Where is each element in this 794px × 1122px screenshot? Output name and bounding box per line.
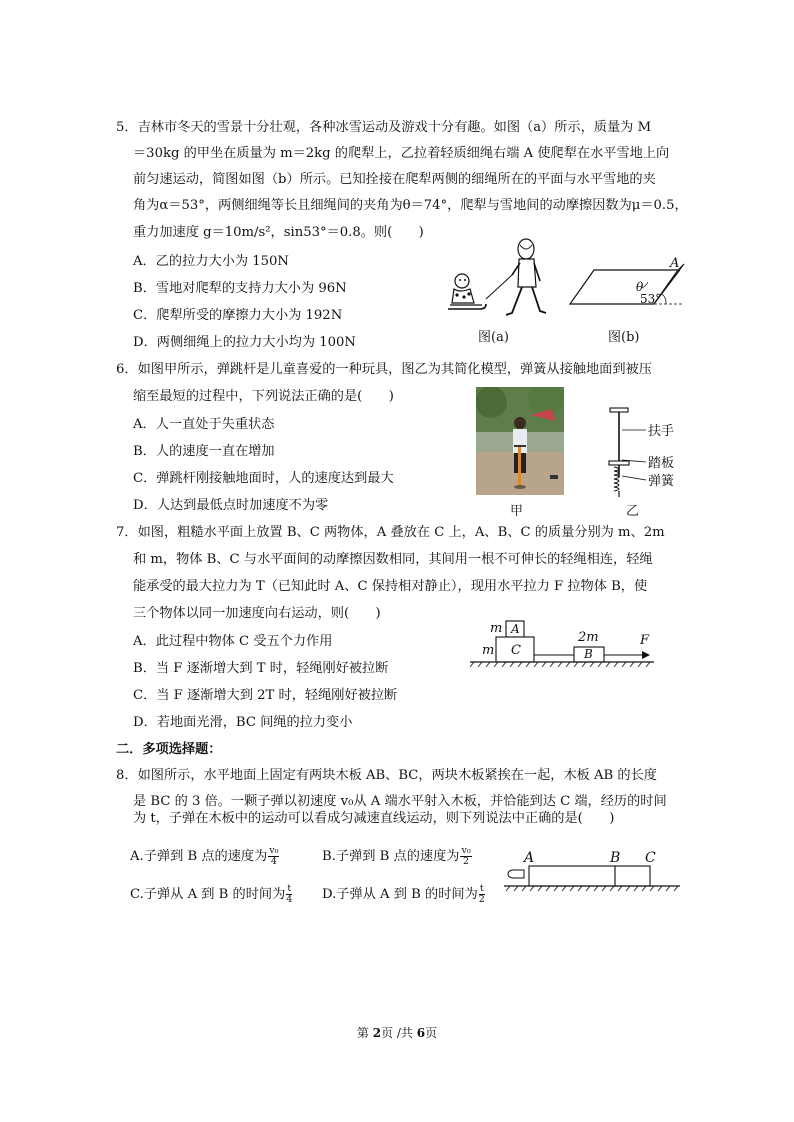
q7-option-d[interactable]: D．若地面光滑，BC 间绳的拉力变小 [133, 715, 353, 730]
q5-line-4: 角为α＝53°，两侧细绳等长且细绳间的夹角为θ＝74°，爬犁与雪地间的动摩擦因数为μ＝0.5， [133, 198, 688, 213]
q5-line-3: 前匀速运动，简图如图（b）所示。已知拴接在爬犁两侧的细绳所在的平面与水平雪地的夹 [133, 172, 656, 187]
q8-option-c-fraction [286, 884, 292, 905]
q8-option-b[interactable] [322, 846, 472, 867]
q6-line-1: 6．如图甲所示，弹跳杆是儿童喜爱的一种玩具，图乙为其简化模型，弹簧从接触地面到被压 [116, 362, 652, 377]
section-multiple-choice-title: 二．多项选择题： [116, 742, 222, 757]
q8-option-b-denominator: 2 [463, 856, 470, 867]
q5-option-b[interactable]: B．雪地对爬犁的支持力大小为 96N [133, 281, 347, 296]
q6-label-pedal: 踏板 [648, 456, 675, 471]
q8-option-b-text: B.子弹到 B 点的速度为 [322, 849, 460, 864]
q5-figure-a-sled-illustration [440, 233, 555, 323]
q8-line-3: 为 t，子弹在木板中的运动可以看成匀减速直线运动，则下列说法中正确的是( ) [133, 811, 615, 826]
q8-option-d-text: D.子弹从 A 到 B 的时间为 [322, 887, 478, 902]
q8-option-a-numerator: v₀ [269, 845, 279, 856]
q5-figure-a-label: 图(a) [478, 330, 509, 345]
q6-line-2: 缩至最短的过程中，下列说法正确的是( ) [133, 389, 394, 404]
q7-fig-block-b: B [584, 647, 593, 661]
footer-total-pages: 6 [416, 1026, 426, 1040]
q5-figure-b-point-a: A [670, 256, 680, 271]
q8-option-c-text: C.子弹从 A 到 B 的时间为 [130, 887, 286, 902]
q8-option-c-numerator: t [287, 883, 292, 894]
q7-fig-mass-a: m [490, 621, 503, 636]
q5-option-a[interactable]: A．乙的拉力大小为 150N [133, 254, 289, 269]
q8-fig-label-a: A [524, 850, 535, 866]
q6-option-c[interactable]: C．弹跳杆刚接触地面时，人的速度达到最大 [133, 471, 394, 486]
q8-option-c-denominator: 4 [286, 894, 293, 905]
q6-label-handle: 扶手 [648, 424, 675, 439]
q8-option-d-fraction [479, 884, 485, 905]
footer-suffix: 页 [425, 1026, 438, 1040]
q5-line-5: 重力加速度 g＝10m/s²，sin53°＝0.8。则( ) [133, 225, 424, 240]
q7-option-b[interactable]: B．当 F 逐渐增大到 T 时，轻绳刚好被拉断 [133, 661, 389, 676]
q8-fig-label-c: C [645, 850, 656, 866]
q7-fig-block-a: A [511, 622, 520, 636]
q8-option-a-text: A.子弹到 B 点的速度为 [130, 849, 268, 864]
q7-option-c[interactable]: C．当 F 逐渐增大到 2T 时，轻绳刚好被拉断 [133, 688, 398, 703]
q5-figure-b-diagram [566, 260, 686, 310]
q7-option-a[interactable]: A．此过程中物体 C 受五个力作用 [133, 634, 333, 649]
q8-line-2: 是 BC 的 3 倍。一颗子弹以初速度 v₀从 A 端水平射入木板，并恰能到达 C 端，经历的时间 [133, 794, 667, 809]
q7-fig-force-f: F [640, 633, 650, 648]
q7-fig-block-c: C [511, 643, 521, 658]
q6-option-d[interactable]: D．人达到最低点时加速度不为零 [133, 498, 329, 513]
q7-fig-mass-c: m [482, 643, 495, 658]
q8-option-b-numerator: v₀ [461, 845, 471, 856]
q5-option-d[interactable]: D．两侧细绳上的拉力大小均为 100N [133, 335, 356, 350]
q5-line-2: ＝30kg 的甲坐在质量为 m＝2kg 的爬犁上，乙拉着轻质细绳右端 A 使爬犁在水平雪地上向 [133, 146, 670, 161]
q5-figure-b-theta: θ [636, 280, 644, 294]
q6-figure-yi-label: 乙 [626, 504, 640, 519]
q8-option-d-numerator: t [479, 883, 484, 894]
q8-option-b-fraction [460, 846, 471, 867]
q7-line-4: 三个物体以同一加速度向右运动，则( ) [133, 606, 381, 621]
q6-option-b[interactable]: B．人的速度一直在增加 [133, 444, 275, 459]
q5-figure-b-label: 图(b) [608, 330, 640, 345]
footer-prefix: 第 [356, 1026, 373, 1040]
q8-option-a-denominator: 4 [270, 856, 277, 867]
page-footer [0, 1024, 794, 1041]
q6-label-spring: 弹簧 [648, 474, 675, 489]
q6-photo-pogo-stick-child [476, 387, 564, 495]
q5-option-c[interactable]: C．爬犁所受的摩擦力大小为 192N [133, 308, 343, 323]
footer-middle: 页 /共 [381, 1026, 417, 1040]
q7-line-2: 和 m，物体 B、C 与水平面间的动摩擦因数相同，其间用一根不可伸长的轻绳相连，轻绳 [133, 552, 653, 567]
footer-page-number: 2 [372, 1026, 382, 1040]
q8-option-d[interactable] [322, 884, 485, 905]
q8-figure-bullet-boards [504, 862, 682, 898]
q8-option-a-fraction [268, 846, 279, 867]
q7-line-1: 7．如图，粗糙水平面上放置 B、C 两物体，A 叠放在 C 上，A、B、C 的质量分别为 m、2m [116, 525, 665, 540]
q5-line-1: 5．吉林市冬天的雪景十分壮观，各种冰雪运动及游戏十分有趣。如图（a）所示，质量为 M [116, 120, 652, 135]
q7-line-3: 能承受的最大拉力为 T（已知此时 A、C 保持相对静止），现用水平拉力 F 拉物体 B，使 [133, 579, 648, 594]
q6-option-a[interactable]: A．人一直处于失重状态 [133, 417, 275, 432]
q8-option-d-denominator: 2 [478, 894, 485, 905]
q6-figure-jia-label: 甲 [510, 504, 524, 519]
q8-option-c[interactable] [130, 884, 292, 905]
q8-line-1: 8．如图所示，水平地面上固定有两块木板 AB、BC，两块木板紧挨在一起，木板 AB 的长度 [116, 768, 657, 783]
q6-label-leaders [622, 424, 652, 484]
q7-fig-mass-b: 2m [578, 630, 599, 645]
q5-figure-b-angle: 53° [640, 292, 662, 306]
q8-fig-label-b: B [610, 850, 621, 866]
q8-option-a[interactable] [130, 846, 279, 867]
